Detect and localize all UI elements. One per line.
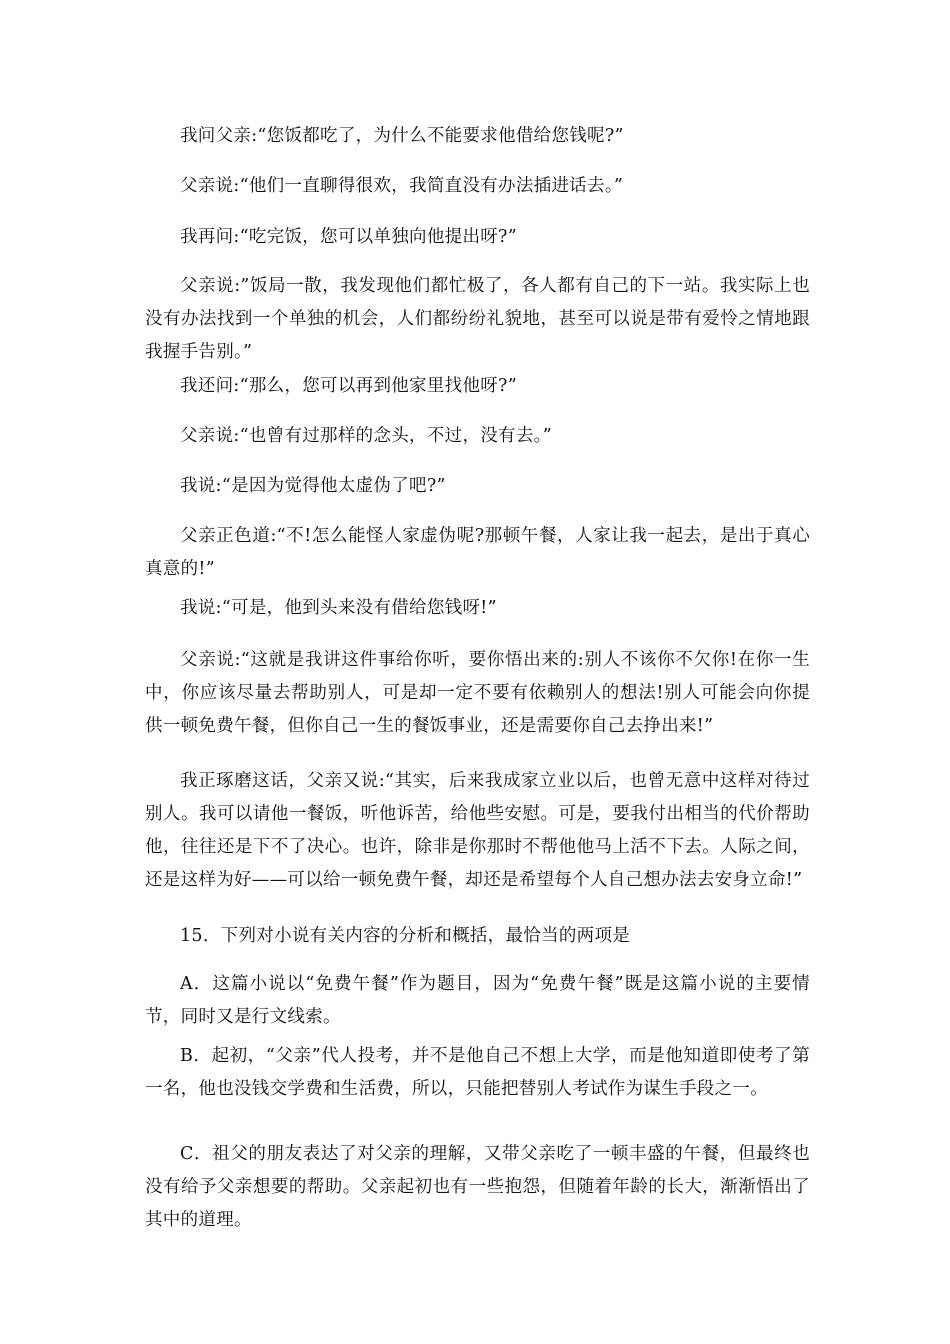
paragraph-1: 我问父亲:“您饭都吃了，为什么不能要求他借给您钱呢?”: [180, 126, 624, 146]
question-15-option-b: B．起初，“父亲”代人投考，并不是他自己不想上大学，而是他知道即使考了第一名，他也没钱交学费和生活费，所以，只能把替别人考试作为谋生手段之一。: [145, 1046, 810, 1099]
paragraph-6: 父亲说:“也曾有过那样的念头，不过，没有去。”: [180, 426, 552, 446]
paragraph-5: 我还问:“那么，您可以再到他家里找他呀?”: [180, 376, 517, 396]
paragraph-7: 我说:“是因为觉得他太虚伪了吧?”: [180, 476, 446, 496]
paragraph-4: 父亲说:”饭局一散，我发现他们都忙极了，各人都有自己的下一站。我实际上也没有办法找到一个单独的机会，人们都纷纷礼貌地，甚至可以说是带有爱怜之情地跟我握手告别。”: [145, 276, 810, 362]
question-15-stem: 15．下列对小说有关内容的分析和概括，最恰当的两项是: [180, 926, 631, 946]
paragraph-9: 我说:“可是，他到头来没有借给您钱呀!”: [180, 598, 497, 618]
paragraph-11: 我正琢磨这话，父亲又说:“其实，后来我成家立业以后，也曾无意中这样对待过别人。我可以请他一餐饭，听他诉苦，给他些安慰。可是，要我付出相当的代价帮助他，往往还是下不了决心。也许，除非是你那时不帮他他马上活不下去。人际之间，还是这样为好——可以给一顿免费午餐，却还是希望每个人自己想办法去安身立命!”: [145, 771, 810, 890]
document-page: [145, 0, 810, 1344]
paragraph-10: 父亲说:“这就是我讲这件事给你听，要你悟出来的:别人不该你不欠你!在你一生中，你应该尽量去帮助别人，可是却一定不要有依赖别人的想法!别人可能会向你提供一顿免费午餐，但你自己一生的餐饭事业，还是需要你自己去挣出来!”: [145, 650, 810, 736]
paragraph-8: 父亲正色道:“不!怎么能怪人家虚伪呢?那顿午餐，人家让我一起去，是出于真心真意的!”: [145, 526, 810, 579]
paragraph-3: 我再问:“吃完饭，您可以单独向他提出呀?”: [180, 227, 517, 247]
question-15-option-a: A．这篇小说以“免费午餐”作为题目，因为“免费午餐”既是这篇小说的主要情节，同时又是行文线索。: [145, 974, 810, 1027]
question-15-option-c: C．祖父的朋友表达了对父亲的理解，又带父亲吃了一顿丰盛的午餐，但最终也没有给予父亲想要的帮助。父亲起初也有一些抱怨，但随着年龄的长大，渐渐悟出了其中的道理。: [145, 1144, 810, 1230]
paragraph-2: 父亲说:“他们一直聊得很欢，我简直没有办法插进话去。”: [180, 176, 624, 196]
